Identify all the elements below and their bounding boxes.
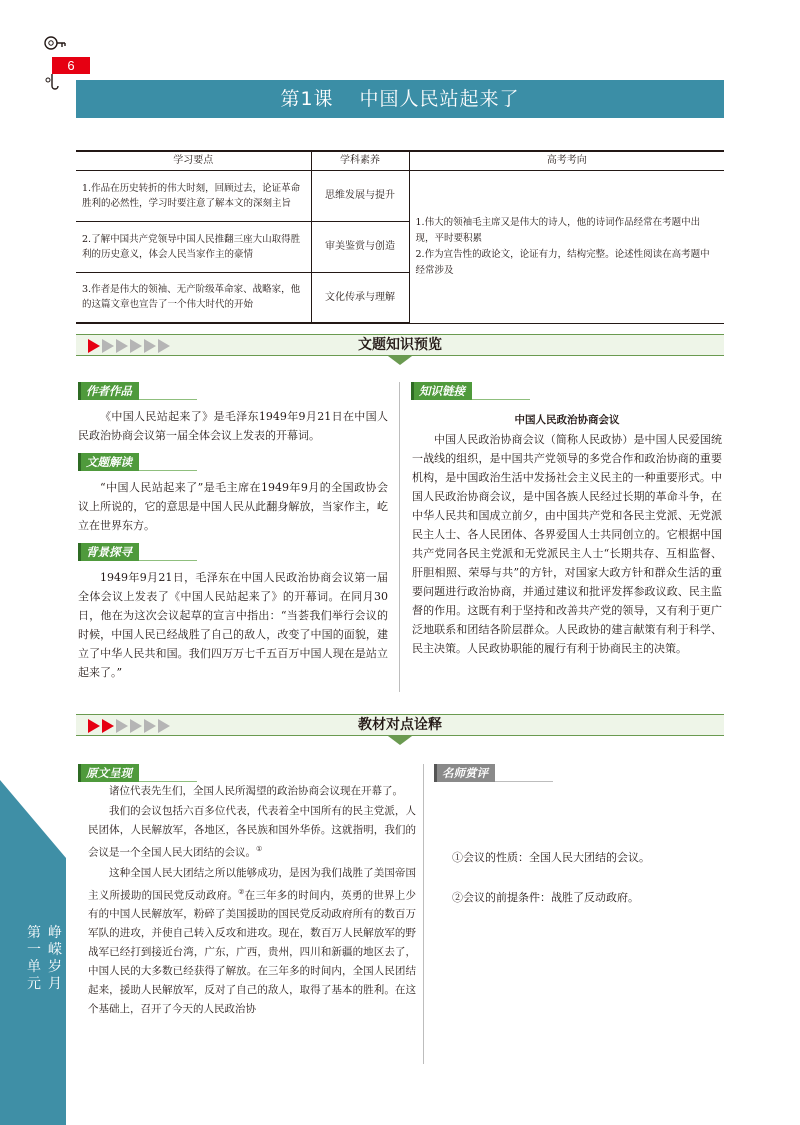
comment-item: ①会议的性质：全国人民大团结的会议。 [452,851,650,864]
original-paragraph: 诸位代表先生们，全国人民所渴望的政治协商会议现在开幕了。 [109,785,403,797]
title-reading-text: “中国人民站起来了”是毛主席在1949年9月的全国政协会议上所说的，它的意思是中国人民从此翻身解放，当家作主，屹立在世界东方。 [78,481,388,532]
unit-theme-label [46,925,64,993]
lesson-title-banner [76,80,724,118]
key-ornament-icon [44,34,66,52]
author-text: 《中国人民站起来了》是毛泽东1949年9月21日在中国人民政治协商会议第一届全体会议上发表的开幕词。 [78,410,388,442]
original-sentence: 这种全国人民大团结之所以能够成功，是因为我们战胜了美国帝国主义所援助的国民党反动政府。 [88,866,416,901]
study-point: 1.作品在历史转折的伟大时刻，回顾过去，论证革命胜利的必然性，学习时要注意了解本文的深刻主旨 [76,170,311,221]
original-paragraph [88,864,416,1020]
unit-number: 第一单元 [27,925,41,992]
unit-theme: 峥嵘岁月 [48,925,62,992]
footnote-marker: ② [238,887,245,896]
original-paragraph [88,802,416,863]
literacy: 文化传承与理解 [311,272,409,323]
literacy: 审美鉴赏与创造 [311,221,409,272]
section-preview-bar [76,334,724,356]
column-header: 学习要点 [76,151,311,170]
link-text: 中国人民政治协商会议（简称人民政协）是中国人民爱国统一战线的组织，是中国共产党领导的多党合作和政治协商的重要机构，是中国政治生活中发扬社会主义民主的一种重要形式。中国人民政治协商会议，是中国各族人民经过长期的革命斗争，在中华人民共和国成立前夕，由中国共产党和各民主党派、无党派民主人士、各人民团体、各界爱国人士共同创立的。它根据中国共产党同各民主党派和无党派民主人士“长期共存、互相监督、肝胆相照、荣辱与共”的方针，对国家大政方针和群众生活的重要问题进行政治协商，并通过建议和批评发挥参政议政、民主监督的作用。这既有利于坚持和改善共产党的领导，又有利于更广泛地联系和团结各阶层群众。人民政协的建言献策有利于科学、民主决策。人民政协职能的履行有利于协商民主的决策。 [412,433,722,655]
study-point: 2.了解中国共产党领导中国人民推翻三座大山取得胜利的历史意义，体会人民当家作主的豪情 [76,221,311,272]
section-notch [388,356,412,365]
exam-direction [409,170,724,323]
table-row [76,170,724,221]
lesson-number: 第1课 [280,88,334,110]
section-title: 文题知识预览 [358,337,442,353]
tag-author: 作者作品 [78,382,139,400]
lesson-name: 中国人民站起来了 [359,88,520,110]
key-tail-icon [44,74,66,92]
exam-item: 2.作为宣告性的政论文，论证有力，结构完整。论述性阅读在高考题中经常涉及 [415,248,710,276]
comment-item: ②会议的前提条件：战胜了反动政府。 [452,891,639,904]
section-title: 教材对点诠释 [358,717,442,733]
column-header: 学科素养 [311,151,409,170]
section-notch [388,736,412,745]
page-number: 6 [52,57,90,74]
tag-background: 背景探寻 [78,543,139,561]
section-textbook-bar [76,714,724,736]
study-goals-table [76,150,724,324]
tag-teacher-comment: 名师赏评 [434,764,495,782]
link-title: 中国人民政治协商会议 [514,414,620,426]
table-header-row [76,151,724,170]
column-divider [423,764,424,1064]
tag-knowledge-link: 知识链接 [411,382,472,400]
column-divider [399,382,400,692]
unit-label [24,925,44,993]
footnote-marker: ① [256,845,263,853]
literacy: 思维发展与提升 [311,170,409,221]
study-point: 3.作者是伟大的领袖、无产阶级革命家、战略家，他的这篇文章也宣告了一个伟大时代的开始 [76,272,311,323]
tag-title-reading: 文题解读 [78,453,139,471]
original-sentence: 在三年多的时间内，英勇的世界上少有的中国人民解放军，粉碎了美国援助的国民党反动政府所有的数百万军队的进攻，并使自己转入反攻和进攻。现在，数百万人民解放军的野战军已经打到接近台湾，广东，广西，贵州，四川和新疆的地区去了，中国人民的大多数已经获得了解放。在三年多的时间内，全国人民团结起来，援助人民解放军，反对了自己的敌人，取得了基本的胜利。在这个基础上，召开了今天的人民政治协 [88,889,416,1015]
column-header: 高考考向 [409,151,724,170]
exam-item: 1.伟大的领袖毛主席又是伟大的诗人，他的诗词作品经常在考题中出现，平时要积累 [415,216,701,244]
tag-original-text: 原文呈现 [78,764,139,782]
original-sentence: 我们的会议包括六百多位代表，代表着全中国所有的民主党派，人民团体，人民解放军，各地区，各民族和国外华侨。这就指明，我们的会议是一个全国人民大团结的会议。 [88,805,416,859]
background-text: 1949年9月21日，毛泽东在中国人民政治协商会议第一届全体会议上发表了《中国人民站起来了》的开幕词。在同月30日，他在为这次会议起草的宣言中指出：“当荟我们举行会议的时候，中国人民已经战胜了自己的敌人，改变了中国的面貌，建立了中华人民共和国。我们四万万七千五百万中国人现在是站立起来了。” [78,571,388,679]
original-text [88,782,416,1020]
